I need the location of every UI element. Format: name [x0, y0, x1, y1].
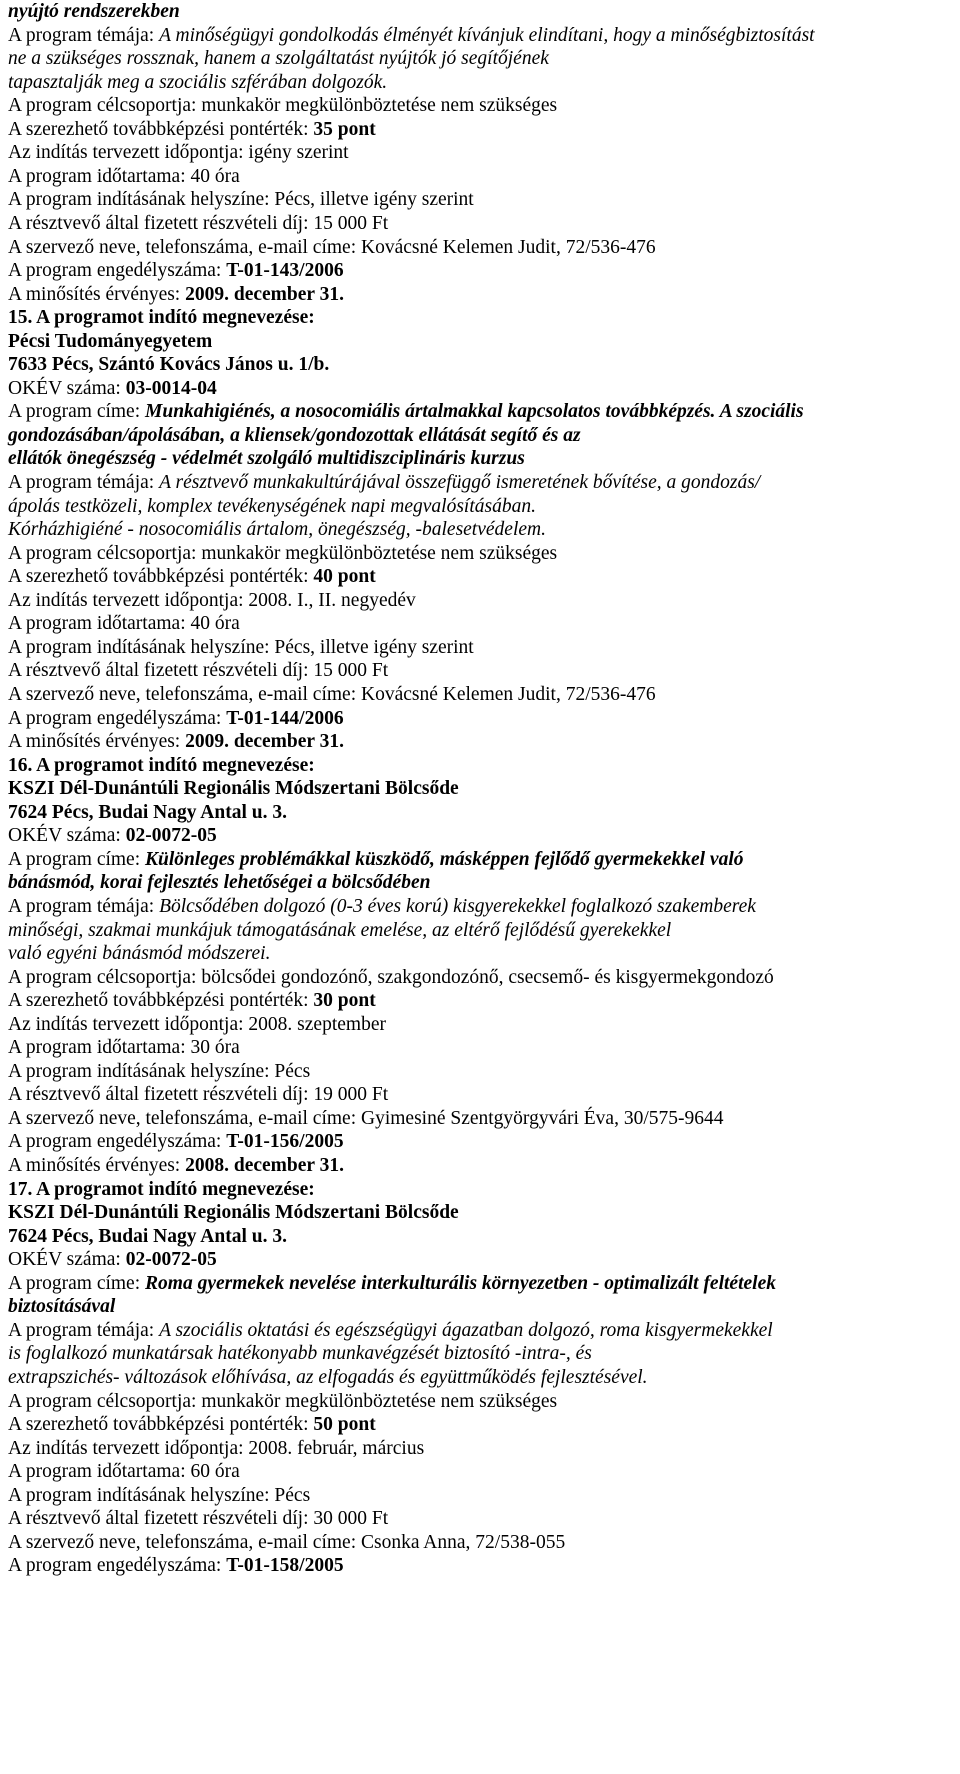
document-line	[8, 871, 430, 895]
document-line	[8, 1083, 388, 1107]
document-line	[8, 777, 459, 801]
text-segment: Különleges problémákkal küszködő, másképpen fejlődő gyermekekkel való	[145, 848, 744, 870]
document-line	[8, 283, 344, 307]
document-line	[8, 141, 349, 165]
text-segment: A szociális oktatási és egészségügyi ágazatban dolgozó, roma kisgyermekekkel	[159, 1319, 773, 1341]
text-segment: A program címe:	[8, 1272, 146, 1294]
document-line	[8, 330, 212, 354]
document-line	[8, 848, 744, 872]
document-line	[8, 447, 525, 471]
document-line	[8, 71, 387, 95]
text-segment: Kórházhigiéné - nosocomiális ártalom, önegészség, -balesetvédelem.	[8, 519, 546, 541]
document-line	[8, 259, 344, 283]
text-segment: 7624 Pécs, Budai Nagy Antal u. 3.	[8, 801, 287, 823]
text-segment: 02-0072-05	[125, 1249, 217, 1271]
text-segment: A résztvevő által fizetett részvételi díj: 19 000 Ft	[8, 1084, 389, 1106]
text-segment: ápolás testközeli, komplex tevékenységének napi megvalósításában.	[8, 495, 536, 517]
document-line	[8, 1413, 376, 1437]
text-segment: 03-0014-04	[125, 377, 217, 399]
text-segment: A résztvevő által fizetett részvételi díj: 15 000 Ft	[8, 213, 389, 234]
document-line	[8, 1437, 424, 1461]
document-line	[8, 47, 549, 71]
text-segment: A szervező neve, telefonszáma, e-mail címe: Csonka Anna, 72/538-055	[8, 1531, 566, 1553]
text-segment: A szervező neve, telefonszáma, e-mail címe: Kovácsné Kelemen Judit, 72/536-476	[8, 236, 656, 258]
document-line	[8, 824, 217, 848]
document-line	[8, 1342, 592, 1366]
text-segment: 30 pont	[313, 990, 376, 1012]
text-segment: A program témája:	[8, 472, 160, 493]
text-segment: 35 pont	[313, 118, 376, 140]
text-segment: KSZI Dél-Dunántúli Regionális Módszertani Bölcsőde	[8, 1202, 459, 1223]
document-line	[8, 1554, 344, 1578]
text-segment: Az indítás tervezett időpontja: 2008. február, március	[8, 1437, 425, 1459]
text-segment: A szerezhető továbbképzési pontérték:	[8, 990, 314, 1012]
document-line	[8, 1484, 310, 1508]
text-segment: T-01-158/2005	[226, 1555, 344, 1577]
document-line	[8, 589, 416, 613]
document-line	[8, 353, 329, 377]
document-line	[8, 659, 388, 683]
document-line	[8, 707, 344, 731]
document-line	[8, 1107, 724, 1131]
text-segment: minőségi, szakmai munkájuk támogatásának emelése, az eltérő fejlődésű gyerekekkel	[8, 919, 672, 941]
text-segment: A program célcsoportja: munkakör megkülönböztetése nem szükséges	[8, 95, 558, 117]
document-line	[8, 919, 671, 943]
text-segment: A résztvevő munkakultúrájával összefüggő ismeretének bővítése, a gondozás/	[159, 472, 761, 493]
text-segment: 40 pont	[313, 566, 376, 588]
document-line	[8, 1154, 344, 1178]
document-line	[8, 1130, 344, 1154]
text-segment: Az indítás tervezett időpontja: 2008. szeptember	[8, 1013, 386, 1035]
document-line	[8, 24, 815, 48]
text-segment: ellátók önegészség - védelmét szolgáló multidiszciplináris kurzus	[8, 448, 525, 470]
text-segment: A program engedélyszáma:	[8, 1131, 227, 1153]
text-segment: Pécsi Tudományegyetem	[8, 330, 213, 352]
document-line	[8, 1531, 565, 1555]
document-line	[8, 94, 557, 118]
document-line	[8, 400, 804, 424]
document-line	[8, 801, 287, 825]
text-segment: A szervező neve, telefonszáma, e-mail címe: Gyimesiné Szentgyörgyvári Éva, 30/575-9644	[8, 1107, 724, 1129]
document-line	[8, 518, 546, 542]
text-segment: T-01-143/2006	[226, 260, 344, 282]
text-segment: A program időtartama: 40 óra	[8, 613, 240, 635]
document-line	[8, 612, 240, 636]
text-segment: T-01-156/2005	[226, 1131, 344, 1153]
text-segment: is foglalkozó munkatársak hatékonyabb munkavégzését biztosító -intra-, és	[8, 1343, 592, 1365]
document-line	[8, 306, 315, 330]
text-segment: 2009. december 31.	[185, 283, 344, 305]
text-segment: A program célcsoportja: munkakör megkülönböztetése nem szükséges	[8, 1390, 558, 1412]
text-segment: A szerezhető továbbképzési pontérték:	[8, 566, 314, 588]
text-segment: 15. A programot indító megnevezése:	[8, 307, 315, 329]
document-line	[8, 495, 536, 519]
text-segment: A program indításának helyszíne: Pécs, illetve igény szerint	[8, 636, 474, 658]
text-segment: A résztvevő által fizetett részvételi díj: 30 000 Ft	[8, 1508, 389, 1530]
document-line	[8, 1225, 287, 1249]
text-segment: Bölcsődében dolgozó (0-3 éves korú) kisgyerekekkel foglalkozó szakemberek	[159, 895, 756, 917]
document-line	[8, 1178, 315, 1202]
text-segment: való egyéni bánásmód módszerei.	[8, 943, 271, 964]
text-segment: A program célcsoportja: munkakör megkülönböztetése nem szükséges	[8, 542, 558, 564]
text-segment: A minősítés érvényes:	[8, 1155, 186, 1176]
text-segment: gondozásában/ápolásában, a kliensek/gondozottak ellátását segítő és az	[8, 424, 581, 446]
document-line	[8, 1507, 388, 1531]
text-segment: A program indításának helyszíne: Pécs	[8, 1060, 311, 1082]
document-line	[8, 1295, 115, 1319]
document-line	[8, 683, 656, 707]
document-line	[8, 1366, 648, 1390]
text-segment: A program címe:	[8, 848, 146, 870]
text-segment: A program engedélyszáma:	[8, 1555, 227, 1577]
document-line	[8, 471, 760, 495]
text-segment: A minősítés érvényes:	[8, 731, 186, 753]
text-segment: biztosításával	[8, 1296, 116, 1318]
text-segment: A program időtartama: 40 óra	[8, 165, 240, 187]
text-segment: A program témája:	[8, 895, 160, 917]
text-segment: 2008. december 31.	[185, 1155, 344, 1176]
document-line	[8, 1390, 557, 1414]
document-line	[8, 1201, 459, 1225]
document-line	[8, 0, 180, 24]
text-segment: A minősítés érvényes:	[8, 283, 186, 305]
document-line	[8, 542, 557, 566]
text-segment: A minőségügyi gondolkodás élményét kívánjuk elindítani, hogy a minőségbiztosítást	[159, 24, 815, 46]
document-line	[8, 118, 376, 142]
document-line	[8, 565, 376, 589]
document-line	[8, 236, 656, 260]
document-line	[8, 1060, 310, 1084]
text-segment: A program témája:	[8, 24, 160, 46]
text-segment: A program engedélyszáma:	[8, 260, 227, 282]
document-line	[8, 1272, 776, 1296]
text-segment: Roma gyermekek nevelése interkulturális környezetben - optimalizált feltételek	[145, 1272, 776, 1294]
document-line	[8, 989, 376, 1013]
text-segment: 7633 Pécs, Szántó Kovács János u. 1/b.	[8, 354, 330, 376]
text-segment: OKÉV száma:	[8, 377, 126, 399]
text-segment: A résztvevő által fizetett részvételi díj: 15 000 Ft	[8, 660, 389, 682]
text-segment: OKÉV száma:	[8, 825, 126, 847]
document-line	[8, 966, 774, 990]
text-segment: T-01-144/2006	[226, 707, 344, 729]
document-line	[8, 165, 240, 189]
text-segment: A program időtartama: 60 óra	[8, 1461, 240, 1483]
text-segment: A program célcsoportja: bölcsődei gondozónő, szakgondozónő, csecsemő- és kisgyermekgondozó	[8, 966, 774, 988]
document-line	[8, 424, 581, 448]
text-segment: A program címe:	[8, 401, 146, 423]
text-segment: extrapszichés- változások előhívása, az elfogadás és együttműködés fejlesztésével.	[8, 1366, 648, 1388]
text-segment: ne a szükséges rossznak, hanem a szolgáltatást nyújtók jó segítőjének	[8, 48, 549, 70]
document-line	[8, 1460, 240, 1484]
document-line	[8, 188, 474, 212]
text-segment: A program időtartama: 30 óra	[8, 1037, 240, 1059]
text-segment: A szervező neve, telefonszáma, e-mail címe: Kovácsné Kelemen Judit, 72/536-476	[8, 684, 656, 705]
text-segment: 2009. december 31.	[185, 731, 344, 753]
document-line	[8, 377, 217, 401]
text-segment: Munkahigiénés, a nosocomiális ártalmakkal kapcsolatos továbbképzés. A szociális	[145, 401, 804, 423]
document-line	[8, 1036, 240, 1060]
text-segment: 50 pont	[313, 1414, 376, 1435]
document-line	[8, 1248, 217, 1272]
document-line	[8, 942, 270, 966]
text-segment: 17. A programot indító megnevezése:	[8, 1178, 315, 1200]
text-segment: 7624 Pécs, Budai Nagy Antal u. 3.	[8, 1225, 287, 1247]
document-line	[8, 212, 388, 236]
text-segment: A program indításának helyszíne: Pécs	[8, 1484, 311, 1506]
text-segment: bánásmód, korai fejlesztés lehetőségei a bölcsődében	[8, 872, 431, 894]
document-line	[8, 754, 315, 778]
document-line	[8, 1013, 386, 1037]
text-segment: A szerezhető továbbképzési pontérték:	[8, 118, 314, 140]
text-segment: A program engedélyszáma:	[8, 707, 227, 729]
document-line	[8, 895, 756, 919]
document-line	[8, 1319, 773, 1343]
text-segment: A szerezhető továbbképzési pontérték:	[8, 1414, 314, 1435]
document-line	[8, 730, 344, 754]
text-segment: nyújtó rendszerekben	[8, 1, 180, 22]
text-segment: Az indítás tervezett időpontja: igény szerint	[8, 142, 349, 164]
text-segment: OKÉV száma:	[8, 1249, 126, 1271]
text-segment: KSZI Dél-Dunántúli Regionális Módszertani Bölcsőde	[8, 778, 459, 800]
text-segment: 02-0072-05	[125, 825, 217, 847]
text-segment: Az indítás tervezett időpontja: 2008. I., II. negyedév	[8, 589, 416, 611]
text-segment: A program témája:	[8, 1319, 160, 1341]
text-segment: A program indításának helyszíne: Pécs, illetve igény szerint	[8, 189, 474, 211]
document-line	[8, 636, 474, 660]
text-segment: tapasztalják meg a szociális szférában dolgozók.	[8, 71, 388, 93]
text-segment: 16. A programot indító megnevezése:	[8, 754, 315, 776]
